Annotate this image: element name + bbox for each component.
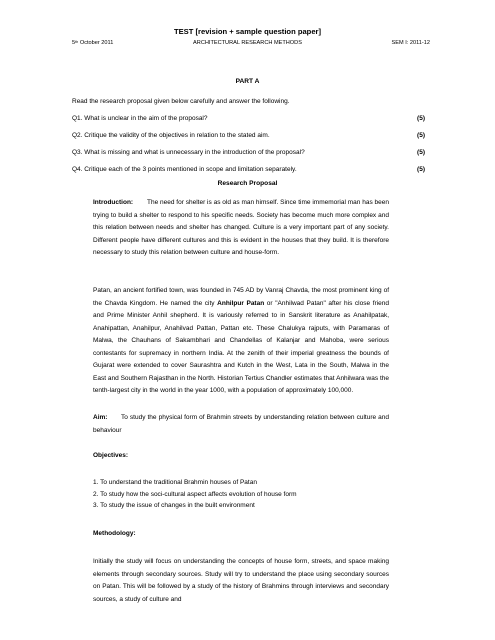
methodology-paragraph: Initially the study will focus on understanding the concepts of house form, streets, and space making elements through secondary sources. Study will try to understand the place using secondary sources on Patan. This will be followed by a study of the history of Brahmins through interviews and secondary sources, a study of culture and [93,558,389,603]
question-1 [72,115,425,122]
list-item: 1. To understand the traditional Brahmin houses of Patan [93,479,257,486]
header-course: ARCHITECTURAL RESEARCH METHODS [193,40,302,46]
question-text: Q3. What is missing and what is unnecessary in the introduction of the proposal? [72,149,305,156]
proposal-title: Research Proposal [217,180,278,187]
objectives-heading: Objectives: [93,452,129,459]
introduction-text: The need for shelter is as old as man himself. Since time immemorial man has been trying to build a shelter to respond to his specific needs. Society has become much more complex and this relation between needs and shelter has changed. Culture is a very important part of any society. Different people have different cultures and this is evident in the houses that they build. It is therefore necessary to study this relation between culture and house-form. [93,199,389,256]
question-2 [72,132,425,139]
instruction-text: Read the research proposal given below carefully and answer the following. [72,98,290,105]
date-rest: October 2011 [78,40,114,46]
aim-text: To study the physical form of Brahmin streets by understanding relation between culture and behaviour [93,414,389,434]
date-suffix: th [75,40,79,44]
list-item: 2. To study how the soci-cultural aspect affects evolution of house form [93,490,297,498]
introduction-paragraph [93,197,389,260]
patan-text-2: or "Anhilwad Patan" after his close friend and Prime Minister Anhil shepherd. It is variously referred to in Sanskrit literature as Anahilpatak, Anahipattan, Anahilpur, Anahilvad Pattan, Pattan etc. These Chalukya rajputs, with Paramaras of Malwa, the Chauhans of Sakambhari and Chandellas of Kalanjar and Mahoba, were serious contestants for supremacy in northern India. At the zenith of their imperial greatness the bounds of Gujarat were extended to cover Saurashtra and Kutch in the West, Lata in the South, Malwa in the East and Southern Rajasthan in the North. Historian Tertius Chandler estimates that Anhilwara was the tenth-largest city in the world in the year 1000, with a population of approximately 100,000. [93,299,389,394]
aim-label: Aim: [93,414,108,421]
list-item: 3. To study the issue of changes in the built environment [93,502,255,509]
question-marks: (5) [417,166,425,173]
part-heading: PART A [235,78,260,85]
question-3 [72,149,425,156]
question-text: Q2. Critique the validity of the objectives in relation to the stated aim. [72,132,270,139]
patan-paragraph [93,285,389,398]
question-marks: (5) [417,132,425,139]
introduction-label: Introduction: [93,199,134,206]
patan-text-1: Patan, an ancient fortified town, was founded in 745 AD by Vanraj Chavda, the most prominent king of the Chavda Kingdom. He named the city [93,287,389,307]
question-marks: (5) [417,115,425,122]
question-marks: (5) [417,149,425,156]
question-4 [72,166,425,173]
document-title: TEST [revision + sample question paper] [173,27,322,36]
objectives-list [93,477,389,512]
date-day: 5 [72,40,76,46]
question-text: Q4. Critique each of the 3 points mentioned in scope and limitation separately. [72,166,297,173]
question-text: Q1. What is unclear in the aim of the proposal? [72,115,208,122]
aim-paragraph [93,412,389,437]
methodology-heading: Methodology: [93,530,136,537]
header-semester: SEM I: 2011-12 [391,40,430,46]
patan-city-name: Anhilpur Patan [217,299,265,307]
